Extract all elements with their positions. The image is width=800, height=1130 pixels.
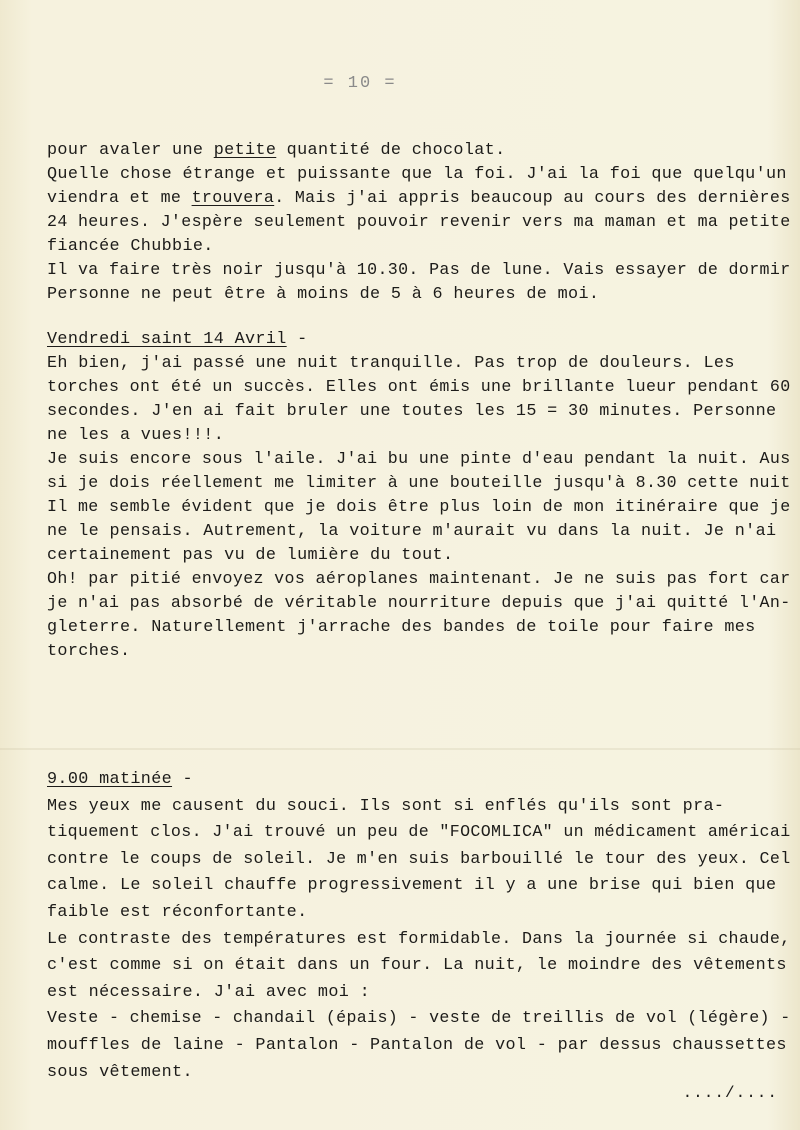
text-line: fiancée Chubbie.: [47, 237, 214, 256]
paper-fold-crease: [0, 748, 800, 750]
text-line: faible est réconfortante.: [47, 903, 308, 922]
text-line: viendra et me trouvera. Mais j'ai appris beaucoup au cours des dernières: [47, 189, 791, 208]
text-line: Mes yeux me causent du souci. Ils sont si enflés qu'ils sont pra-: [47, 797, 725, 816]
text-line: ne les a vues!!!.: [47, 426, 225, 445]
text-line: pour avaler une petite quantité de chocolat.: [47, 141, 506, 160]
section-heading: Vendredi saint 14 Avril -: [47, 330, 308, 349]
text-line: contre le coups de soleil. Je m'en suis barbouillé le tour des yeux. Cel: [47, 850, 791, 869]
text-line: tiquement clos. J'ai trouvé un peu de "FOCOMLICA" un médicament américai: [47, 823, 791, 842]
text-line: calme. Le soleil chauffe progressivement il y a une brise qui bien que: [47, 876, 777, 895]
text-line: secondes. J'en ai fait bruler une toutes les 15 = 30 minutes. Personne: [47, 402, 777, 421]
text-line: Le contraste des températures est formidable. Dans la journée si chaude,: [47, 930, 791, 949]
underlined-word: trouvera: [191, 189, 275, 208]
text-line: Il va faire très noir jusqu'à 10.30. Pas de lune. Vais essayer de dormir: [47, 261, 791, 280]
text-line: si je dois réellement me limiter à une bouteille jusqu'à 8.30 cette nuit: [47, 474, 791, 493]
section-heading: 9.00 matinée -: [47, 770, 193, 789]
text-line: Eh bien, j'ai passé une nuit tranquille. Pas trop de douleurs. Les: [47, 354, 735, 373]
text-line: Je suis encore sous l'aile. J'ai bu une pinte d'eau pendant la nuit. Aus: [47, 450, 791, 469]
text-line: sous vêtement.: [47, 1063, 193, 1082]
text-line: torches.: [47, 642, 131, 661]
text-line: mouffles de laine - Pantalon - Pantalon de vol - par dessus chaussettes: [47, 1036, 787, 1055]
page-number: = 10 =: [323, 74, 397, 93]
text-line: est nécessaire. J'ai avec moi :: [47, 983, 371, 1002]
underlined-word: petite: [213, 141, 277, 160]
text-line: ne le pensais. Autrement, la voiture m'aurait vu dans la nuit. Je n'ai: [47, 522, 777, 541]
text-line: gleterre. Naturellement j'arrache des bandes de toile pour faire mes: [47, 618, 756, 637]
text-line: c'est comme si on était dans un four. La nuit, le moindre des vêtements: [47, 956, 787, 975]
text-line: Oh! par pitié envoyez vos aéroplanes maintenant. Je ne suis pas fort car: [47, 570, 791, 589]
text-line: Personne ne peut être à moins de 5 à 6 heures de moi.: [47, 285, 600, 304]
text-line: Il me semble évident que je dois être plus loin de mon itinéraire que je: [47, 498, 791, 517]
text-line: certainement pas vu de lumière du tout.: [47, 546, 454, 565]
continuation-mark: ..../....: [682, 1084, 778, 1102]
text-line: Quelle chose étrange et puissante que la foi. J'ai la foi que quelqu'un: [47, 165, 787, 184]
text-line: 24 heures. J'espère seulement pouvoir revenir vers ma maman et ma petite: [47, 213, 791, 232]
text-line: Veste - chemise - chandail (épais) - veste de treillis de vol (légère) -: [47, 1009, 791, 1028]
text-line: torches ont été un succès. Elles ont émis une brillante lueur pendant 60: [47, 378, 791, 397]
text-line: je n'ai pas absorbé de véritable nourriture depuis que j'ai quitté l'An-: [47, 594, 791, 613]
